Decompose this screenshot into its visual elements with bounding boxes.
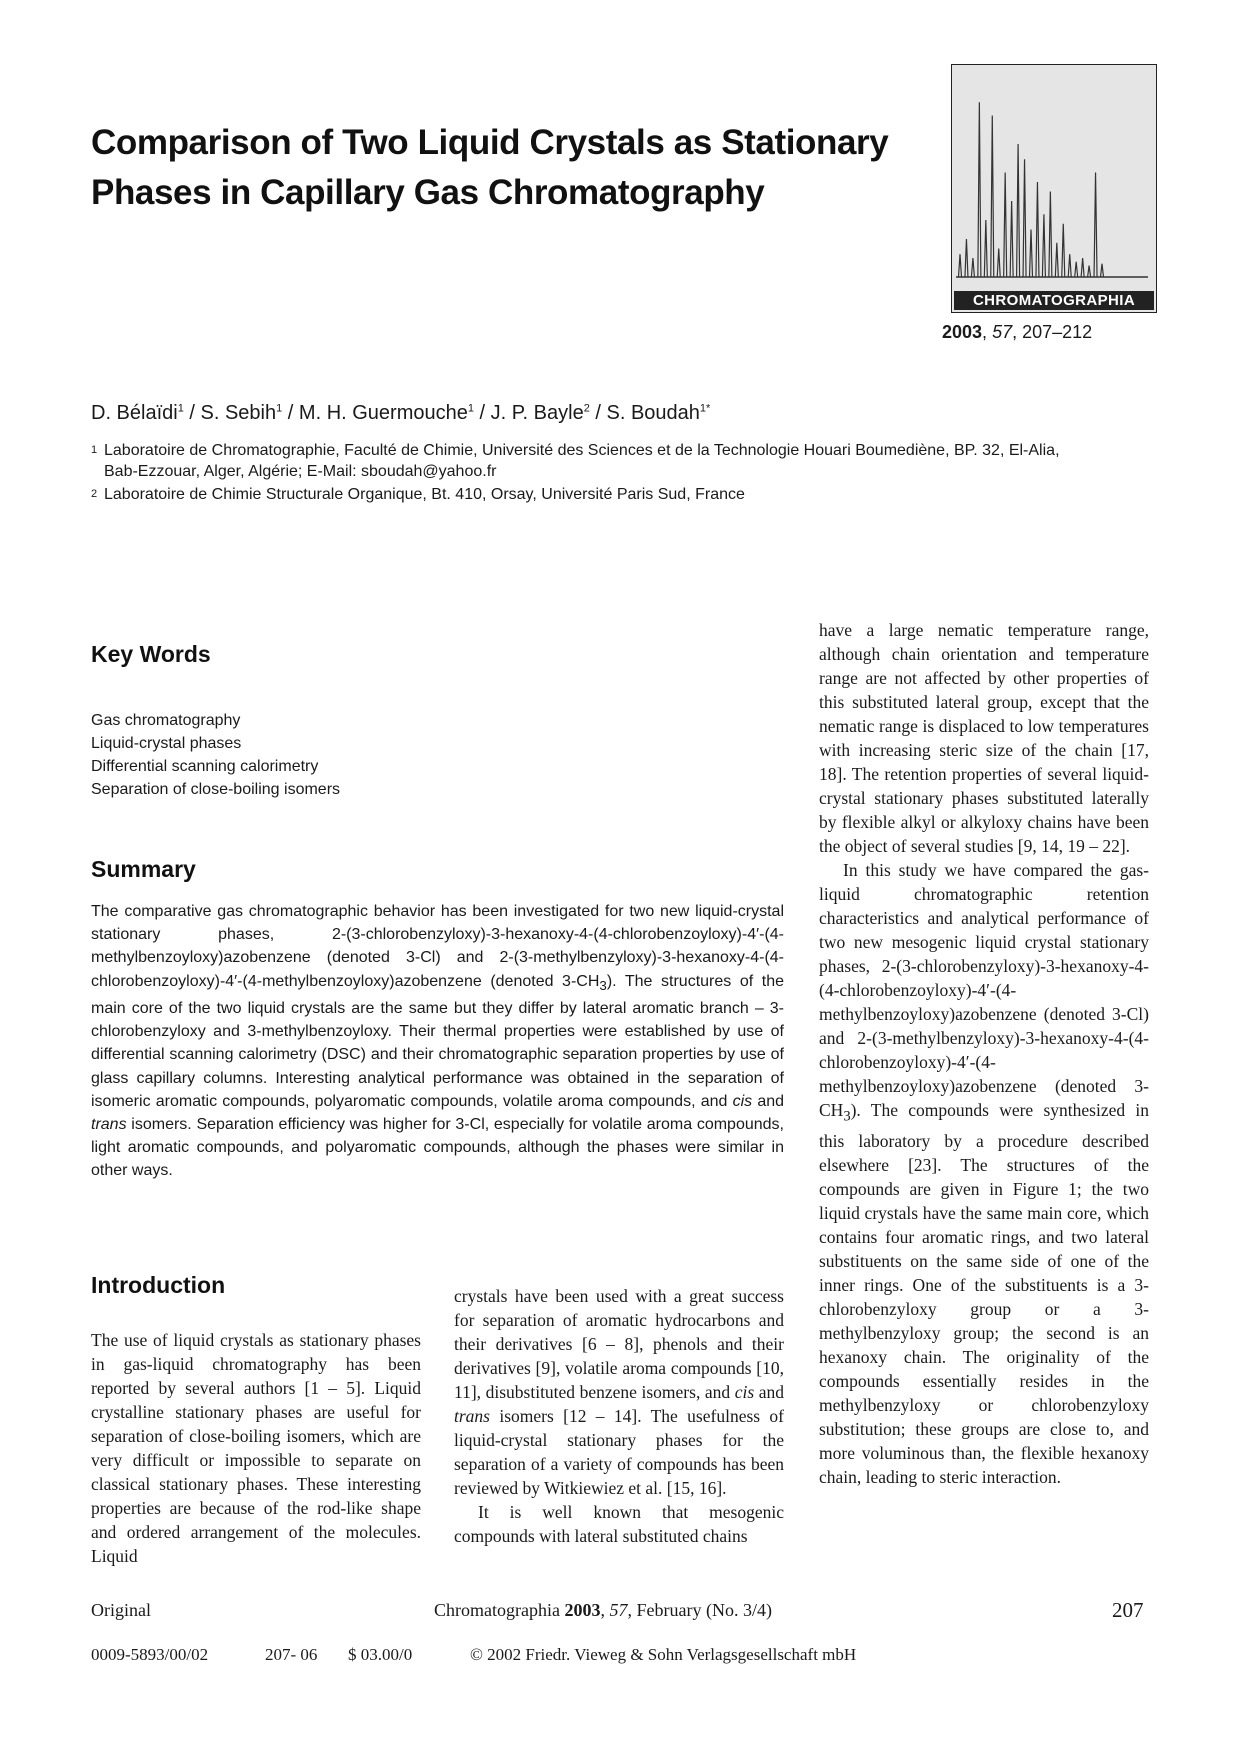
author-separator: / [474, 402, 491, 424]
chromatogram-peak [984, 220, 987, 277]
journal-reference [434, 1600, 772, 1621]
chromatogram-peak [1075, 262, 1078, 277]
chromatogram-peak [1042, 214, 1045, 277]
chromatogram-peak [1055, 243, 1058, 277]
chromatogram-peak [1101, 264, 1104, 277]
chromatogram-peak [997, 249, 1000, 278]
text-part: , [600, 1600, 610, 1620]
chromatogram-peak [1023, 159, 1026, 277]
chromatogram-peak [1030, 230, 1033, 278]
affiliation-line: Bab-Ezzouar, Alger, Algérie; E-Mail: sboudah@yahoo.fr [104, 463, 497, 480]
author-separator: / [589, 402, 607, 424]
article-title [91, 118, 911, 218]
paragraph: The use of liquid crystals as stationary phases in gas-liquid chromatography has been reported by several authors [1 – 5]. Liquid crystalline stationary phases are useful for separation of close-boiling isomers, which are very difficult or impossible to separate on classical stationary phases. These interesting properties are because of the rod-like shape and ordered arrangement of the molecules. Liquid [91, 1330, 421, 1566]
journal-logo-label: CHROMATOGRAPHIA [954, 291, 1154, 310]
subscript: 3 [599, 977, 607, 993]
summary-text [91, 900, 784, 1183]
chromatogram-peak [978, 102, 981, 277]
journal-volume: 57 [609, 1600, 628, 1620]
journal-issue: , February (No. 3/4) [627, 1600, 772, 1620]
chromatogram-peak [1088, 266, 1091, 277]
chromatogram-peak [1036, 182, 1039, 277]
journal-logo [951, 64, 1157, 313]
author-mark: 2 [583, 402, 590, 415]
journal-name: Chromatographia [434, 1600, 565, 1620]
chromatogram-peak [1004, 173, 1007, 278]
paragraph [819, 858, 1149, 1489]
text-part: isomers [12 – 14]. The usefulness of liquid-crystal stationary phases for the separation of a variety of compounds has been reviewed by Witkiewiez et al. [15, 16]. [454, 1406, 784, 1498]
summary-part: isomers. Separation efficiency was higher for 3-Cl, especially for volatile aroma compounds, light aromatic compounds, and polyaromatic compounds, although the phases were similar in other ways. [91, 1116, 784, 1180]
author: S. Sebih [200, 402, 277, 424]
citation: 2003, 57, 207–212 [942, 322, 1093, 342]
author: S. Boudah [606, 402, 700, 424]
price-code: $ 03.00/0 [348, 1645, 413, 1664]
author: M. H. Guermouche [298, 402, 468, 424]
paragraph: have a large nematic temperature range, although chain orientation and temperature range are not affected by other properties of this substituted lateral group, except that the nematic range is displaced to low temperatures with increasing steric size of the chain [17, 18]. The retention properties of several liquid-crystal stationary phases substituted laterally by flexible alkyl or alkyloxy chains have been the object of several studies [9, 14, 19 – 22]. [819, 620, 1149, 856]
title-line-1: Comparison of Two Liquid Crystals as Stationary [91, 123, 889, 162]
keyword-item: Gas chromatography [91, 712, 241, 729]
affiliation-line: Laboratoire de Chromatographie, Faculté de Chimie, Université des Sciences et de la Technologie Houari Boumediène, BP. 32, El-Alia, [104, 442, 1060, 459]
keyword-item: Separation of close-boiling isomers [91, 781, 341, 798]
affiliation [91, 440, 1091, 482]
italic-term: cis [734, 1382, 755, 1402]
chromatogram-peak [1010, 201, 1013, 277]
author-separator: / [282, 402, 299, 424]
journal-year: 2003 [564, 1600, 601, 1620]
text-part: crystals have been used with a great success for separation of aromatic hydrocarbons and their derivatives [6 – 8], phenols and their derivatives [9], volatile aroma compounds [10, 11], disubstituted benzene isomers, and [454, 1286, 784, 1402]
author-mark: 1 [467, 402, 474, 415]
citation-volume: 57 [992, 322, 1013, 342]
keyword-list [91, 709, 340, 801]
copyright: © 2002 Friedr. Vieweg & Sohn Verlagsgesellschaft mbH [470, 1645, 857, 1664]
subscript: 3 [843, 1108, 851, 1125]
chromatogram-peak [1017, 144, 1020, 277]
affiliation [91, 484, 1091, 505]
affiliation-line: Laboratoire de Chimie Structurale Organique, Bt. 410, Orsay, Université Paris Sud, France [104, 486, 745, 503]
chromatogram-peak [959, 254, 962, 277]
page-range-code: 207- 06 [265, 1645, 318, 1664]
summary-part: The comparative gas chromatographic behavior has been investigated for two new liquid-crystal stationary phases, 2-(3-chlorobenzyloxy)-3-hexanoxy-4-(4-chlorobenzoyloxy)-4′-(4-methylbenzoyloxy)azobenzene (denoted 3-Cl) and 2-(3-methylbenzyloxy)-3-hexanoxy-4-(4-chlorobenzoyloxy)-4′-(4-methylbenzoyloxy)azobenzene (denoted 3-CH [91, 903, 784, 990]
author-mark: 1 [177, 402, 184, 415]
author: D. Bélaïdi [91, 402, 178, 424]
summary-part: and [752, 1092, 785, 1110]
affiliation-number: 1 [91, 444, 98, 456]
chromatogram-peak [1049, 192, 1052, 278]
author-mark: 1* [699, 402, 711, 415]
introduction-heading: Introduction [91, 1272, 226, 1298]
author: J. P. Bayle [490, 402, 584, 424]
summary-part: ). The structures of the main core of the two liquid crystals are the same but they differ by lateral aromatic branch – 3-chlorobenzyloxy and 3-methylbenzoyloxy. Their thermal properties were established by use of differential scanning calorimetry (DSC) and their chromatographic separation properties by use of glass capillary columns. Interesting analytical performance was obtained in the separation of isomeric aromatic compounds, polyaromatic compounds, volatile aroma compounds, and [91, 972, 785, 1110]
text-part: In this study we have compared the gas-liquid chromatographic retention characteristics and analytical performance of two new mesogenic liquid crystal stationary phases, 2-(3-chlorobenzyloxy)-3-hexanoxy-4-(4-chlorobenzoyloxy)-4′-(4-methylbenzoyloxy)azobenzene (denoted 3-Cl) and 2-(3-methylbenzyloxy)-3-hexanoxy-4-(4-chlorobenzoyloxy)-4′-(4-methylbenzoyloxy)azobenzene (denoted 3-CH [819, 860, 1149, 1120]
keyword-item: Liquid-crystal phases [91, 735, 242, 752]
text-part: and [754, 1382, 784, 1402]
chromatogram-peak [1081, 258, 1084, 277]
paragraph: It is well known that mesogenic compounds with lateral substituted chains [454, 1502, 784, 1546]
italic-term: trans [454, 1406, 490, 1426]
chromatogram-peak [1062, 224, 1065, 277]
author-list [91, 402, 1091, 425]
chromatogram-icon [952, 65, 1155, 311]
chromatogram-peak [1094, 173, 1097, 278]
citation-year: 2003 [942, 322, 983, 342]
chromatogram-peak [991, 116, 994, 278]
summary-heading: Summary [91, 856, 196, 882]
keywords-heading: Key Words [91, 641, 211, 667]
body-column-3 [819, 618, 1149, 1489]
citation-pages: , 207–212 [1012, 322, 1093, 342]
author-separator: / [183, 402, 201, 424]
body-column-1 [91, 1328, 421, 1568]
chromatogram-peak [965, 239, 968, 277]
page-number: 207 [1112, 1598, 1144, 1622]
author-mark: 1 [276, 402, 283, 415]
affiliation-number: 2 [91, 488, 98, 500]
keyword-item: Differential scanning calorimetry [91, 758, 319, 775]
italic-term: trans [91, 1116, 127, 1134]
text-part: ). The compounds were synthesized in this laboratory by a procedure described elsewhere [23]. The structures of the compounds are given in Figure 1; the two liquid crystals have the same main core, which contains four aromatic rings, and two lateral substituents on the same side of one of the inner rings. One of the substituents is a 3-chlorobenzyloxy group or a 3-methylbenzyloxy group; the second is an hexanoxy chain. The originality of the compounds essentially resides in the methylbenzyloxy or chlorobenzyloxy substitution; these groups are close to, and more voluminous than, the flexible hexanoxy chain, leading to steric interaction. [819, 1100, 1149, 1487]
title-line-2: Phases in Capillary Gas Chromatography [91, 173, 765, 212]
body-column-2 [454, 1284, 784, 1548]
chromatogram-peak [1068, 254, 1071, 277]
article-type: Original [91, 1600, 151, 1620]
chromatogram-peak [971, 258, 974, 277]
issn: 0009-5893/00/02 [91, 1645, 209, 1664]
paragraph [454, 1284, 784, 1500]
italic-term: cis [732, 1092, 753, 1110]
